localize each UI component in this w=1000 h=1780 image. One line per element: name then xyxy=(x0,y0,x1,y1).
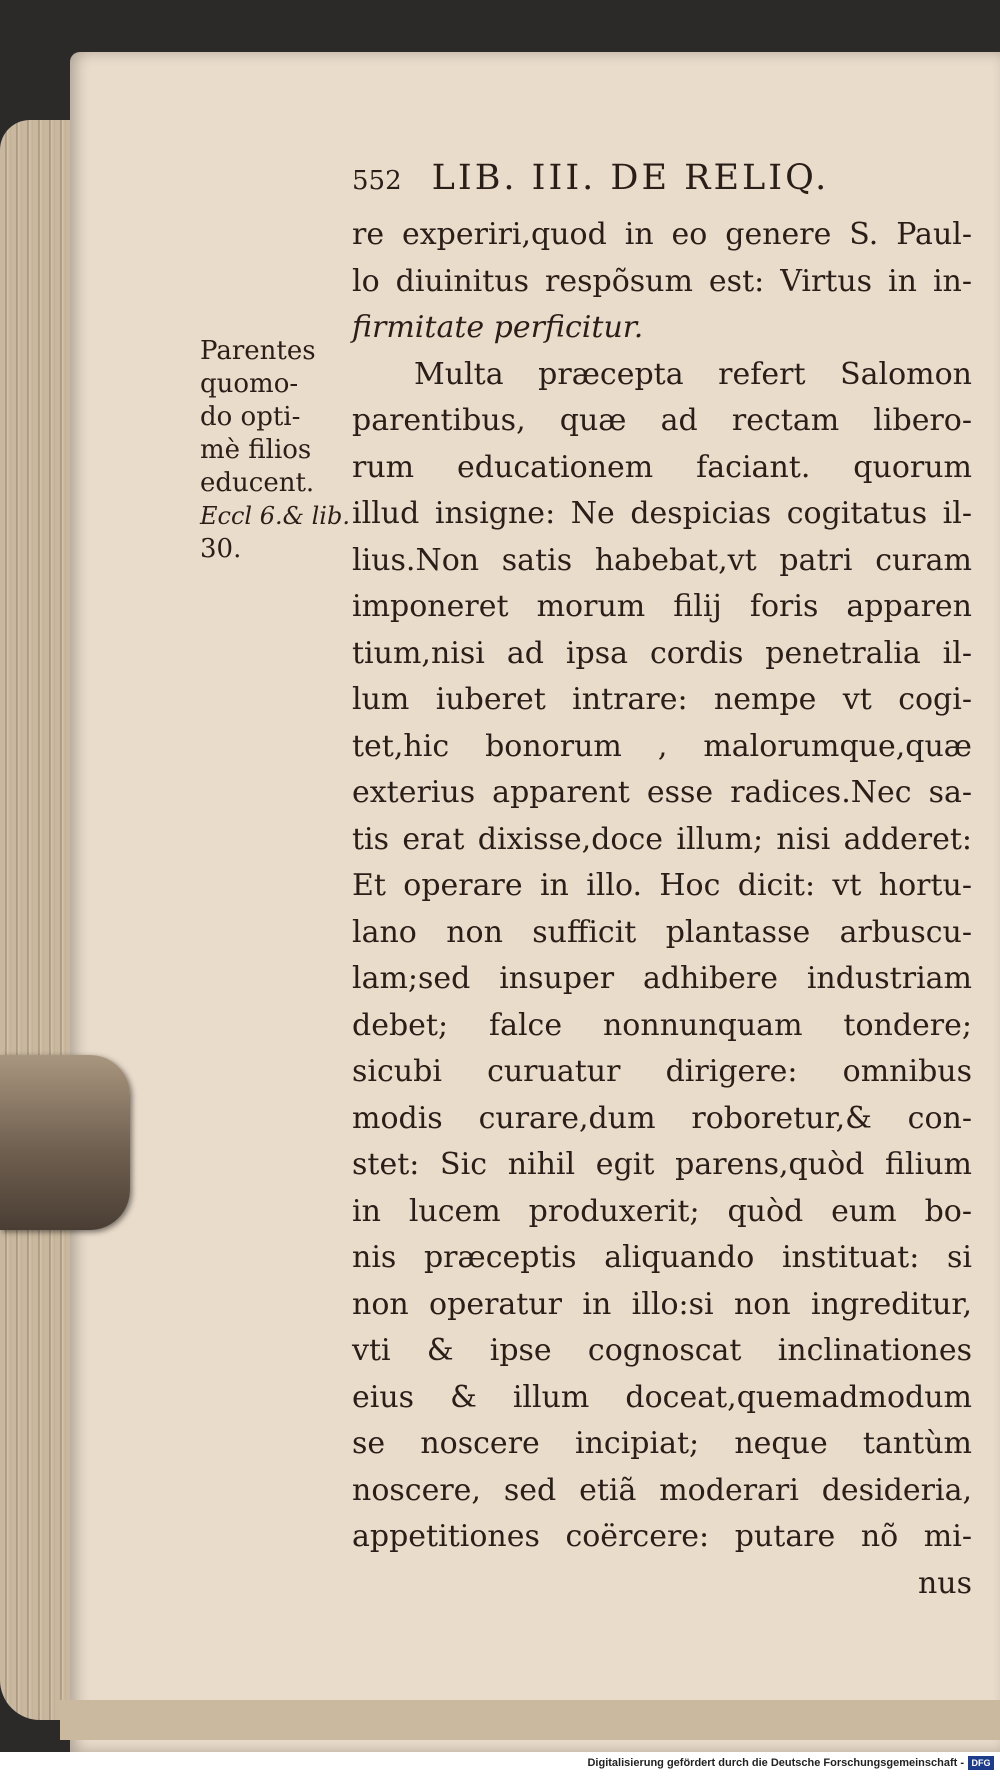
text-line: lam;sed insuper adhibere industriam xyxy=(352,961,972,996)
page-clip xyxy=(0,1055,130,1230)
text-line: Et operare in illo. Hoc dicit: vt hortu- xyxy=(352,868,972,903)
margin-line: mè filios xyxy=(200,435,312,465)
text-line: noscere, sed etiã moderari desideria, xyxy=(352,1472,972,1508)
funding-credit: Digitalisierung gefördert durch die Deutsche Forschungsgemeinschaft - xyxy=(587,1757,964,1769)
body-text xyxy=(352,212,972,1607)
running-header xyxy=(352,158,952,198)
text-line: se noscere incipiat; neque tantùm xyxy=(352,1426,972,1461)
catchword: nus xyxy=(917,1565,972,1601)
margin-reference: Eccl 6.& lib. xyxy=(200,502,350,530)
margin-line: 30. xyxy=(200,534,242,564)
text-line: nis præceptis aliquando instituat: si xyxy=(352,1240,972,1275)
text-line: illud insigne: Ne despicias cogitatus il- xyxy=(352,496,972,531)
text-line: eius & illum doceat,quemadmodum xyxy=(352,1379,972,1415)
text-line: tis erat dixisse,doce illum; nisi adderet: xyxy=(352,821,972,857)
text-line: lius.Non satis habebat,vt patri curam xyxy=(352,542,972,578)
text-line: lum iuberet intrare: nempe vt cogi- xyxy=(352,682,972,717)
text-line: modis curare,dum roboretur,& con- xyxy=(352,1100,972,1136)
page-number: 552 xyxy=(352,166,402,196)
text-line: Multa præcepta refert Salomon xyxy=(414,356,972,392)
text-line: lano non sufficit plantasse arbuscu- xyxy=(352,914,972,950)
text-line: firmitate perficitur. xyxy=(352,310,644,345)
text-line: vti & ipse cognoscat inclinationes xyxy=(352,1333,972,1368)
text-line: parentibus, quæ ad rectam libero- xyxy=(352,403,972,438)
text-line: imponeret morum filij foris apparen xyxy=(352,589,972,624)
margin-line: quomo- xyxy=(200,369,299,399)
text-line: non operatur in illo:si non ingreditur, xyxy=(352,1286,972,1322)
text-line: debet; falce nonnunquam tondere; xyxy=(352,1007,972,1043)
margin-line: educent. xyxy=(200,468,315,498)
text-line: exterius apparent esse radices.Nec sa- xyxy=(352,775,972,810)
text-line: in lucem produxerit; quòd eum bo- xyxy=(352,1193,972,1229)
text-line: appetitiones coërcere: putare nõ mi- xyxy=(352,1519,972,1554)
dfg-logo: DFG xyxy=(968,1756,994,1770)
margin-line: Parentes xyxy=(200,336,316,366)
text-line: sicubi curuatur dirigere: omnibus xyxy=(352,1054,972,1089)
margin-line: do opti- xyxy=(200,402,301,432)
text-line: tium,nisi ad ipsa cordis penetralia il- xyxy=(352,635,972,671)
running-title: LIB. III. DE RELIQ. xyxy=(431,158,830,198)
text-line: rum educationem faciant. quorum xyxy=(352,449,972,485)
text-line: tet,hic bonorum , malorumque,quæ xyxy=(352,728,972,764)
page-bottom-edge xyxy=(60,1700,1000,1740)
text-line: re experiri,quod in eo genere S. Paul- xyxy=(352,217,972,252)
text-line: stet: Sic nihil egit parens,quòd filium xyxy=(352,1147,972,1182)
text-line: lo diuinitus respõsum est: Virtus in in- xyxy=(352,263,972,299)
margin-note xyxy=(200,335,350,566)
